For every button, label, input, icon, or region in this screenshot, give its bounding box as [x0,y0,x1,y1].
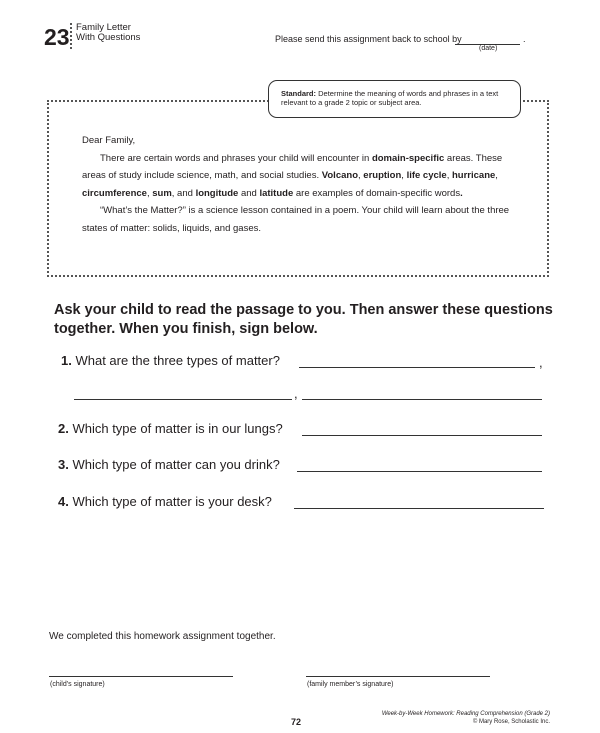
letter-text: are examples of domain-specific words [293,187,461,199]
family-signature-line[interactable] [306,676,490,677]
answer-line-2[interactable] [302,435,542,436]
bold-term: circumference [82,187,147,199]
lesson-number: 23 [44,24,70,50]
family-signature-label: (family member’s signature) [307,681,394,688]
question-text: What are the three types of matter? [75,353,280,368]
letter-text: There are certain words and phrases your child will encounter in [100,152,370,164]
answer-line-1c[interactable] [302,399,542,400]
separator: , and [171,187,196,199]
header-divider [70,23,72,49]
comma: , [294,386,298,401]
question-2 [58,421,283,437]
answer-line-3[interactable] [297,471,542,472]
answer-line-4[interactable] [294,508,544,509]
question-text: Which type of matter is your desk? [72,494,272,509]
question-number: 4. [58,494,69,509]
separator: , [146,187,153,199]
bold-term: life cycle [406,170,447,182]
letter-text: areas. These areas of study include science, math, and social studies. [82,152,503,182]
bold-term: longitude [195,187,239,199]
question-3 [58,457,280,473]
credit-line-1: Week-by-Week Homework: Reading Comprehension (Grade 2) [381,711,550,717]
lesson-title-line2: With Questions [76,32,141,43]
letter-greeting: Dear Family, [82,135,136,146]
bold-term: eruption [363,170,402,182]
send-instruction: Please send this assignment back to school by [275,34,462,44]
separator: , [446,170,452,182]
answer-line-1b[interactable] [74,399,292,400]
send-period: . [523,34,526,44]
letter-paragraph-1 [82,150,522,203]
bold-term: latitude [259,187,294,199]
bold-period: . [460,187,463,199]
separator: , [358,170,364,182]
question-number: 3. [58,457,69,472]
page-number: 72 [291,717,302,727]
completed-statement: We completed this homework assignment together. [49,631,276,642]
child-signature-label: (child’s signature) [50,681,105,688]
question-text: Which type of matter is in our lungs? [72,421,283,436]
separator: , [401,170,407,182]
lesson-title-line1: Family Letter [76,22,131,33]
standard-label: Standard: [281,89,317,98]
credit-line-2: © Mary Rose, Scholastic Inc. [472,719,550,725]
question-1 [61,353,280,369]
question-number: 2. [58,421,69,436]
separator: , [495,170,498,182]
family-letter [82,132,522,238]
lesson-title [76,23,140,43]
standard-text: Determine the meaning of words and phrases in a text relevant to a grade 2 topic or subject area. [281,89,499,107]
question-number: 1. [61,353,72,368]
date-label: (date) [479,45,498,52]
bold-term: sum [152,187,172,199]
bold-term: Volcano [321,170,358,182]
credit [360,710,550,726]
separator: and [238,187,260,199]
child-signature-line[interactable] [49,676,233,677]
question-4 [58,494,272,510]
answer-line-1a[interactable] [299,367,535,368]
letter-paragraph-2: “What’s the Matter?” is a science lesson contained in a poem. Your child will learn about the three states of matter: solids, liquids, and gases. [82,205,510,234]
bold-term: hurricane [451,170,496,182]
standard-box [268,80,521,118]
question-text: Which type of matter can you drink? [72,457,280,472]
bold-term: domain-specific [371,152,445,164]
comma: , [539,355,543,370]
instructions: Ask your child to read the passage to you. Then answer these questions together. When you finish, sign below. [54,302,553,337]
